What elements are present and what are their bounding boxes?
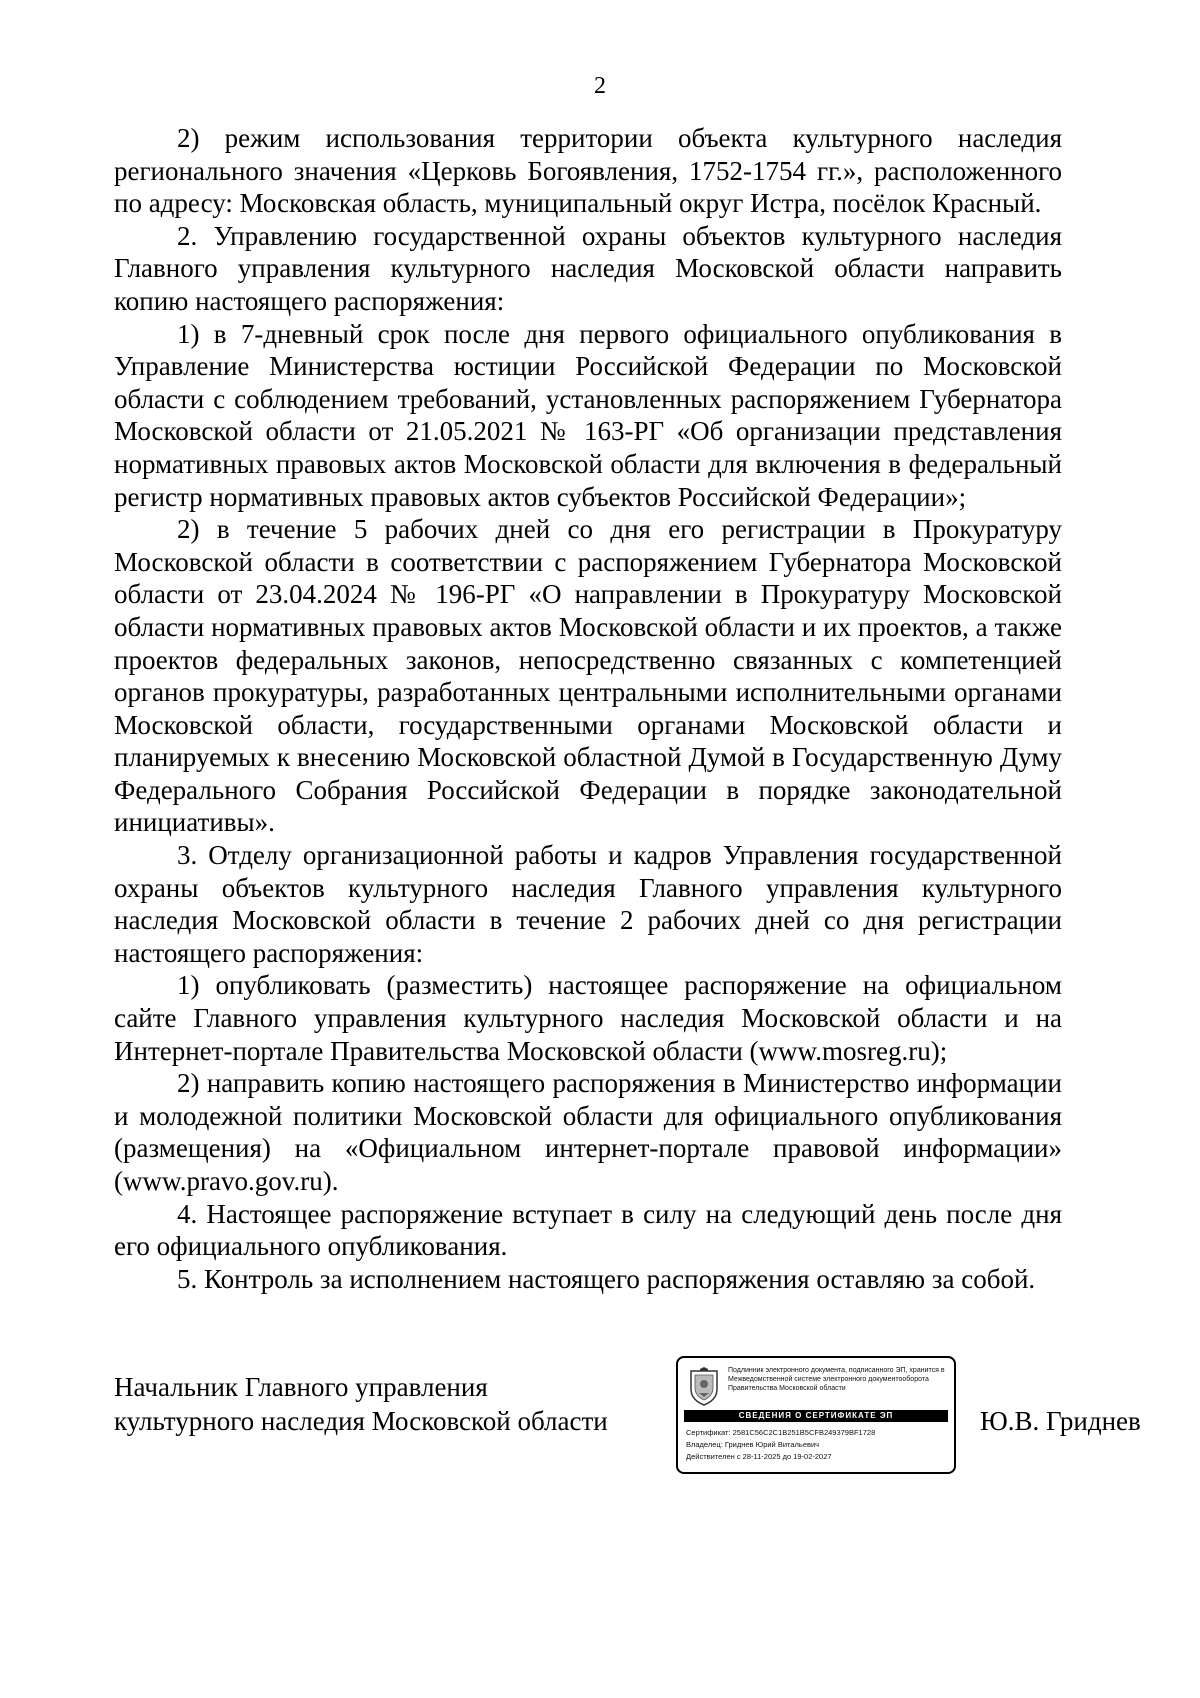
paragraph-territory-regime: 2) режим использования территории объекта культурного наследия регионального значения «Церковь Богоявления, 1752-1754 гг.», расположенного по адресу: Московская область, муниципальный округ Истра, посёлок Красный. xyxy=(114,123,1062,219)
paragraph-item-3-1: 1) опубликовать (разместить) настоящее распоряжение на официальном сайте Главного управления культурного наследия Московской области и на Интернет-портале Правительства Московской области (www.mosreg.ru); xyxy=(114,970,1062,1066)
electronic-signature-stamp xyxy=(676,1356,956,1474)
coat-of-arms-icon xyxy=(687,1367,721,1407)
signer-name: Ю.В. Гриднев xyxy=(980,1406,1141,1436)
stamp-owner: Владелец: Гриднев Юрий Витальевич xyxy=(686,1440,820,1449)
stamp-header: СВЕДЕНИЯ О СЕРТИФИКАТЕ ЭП xyxy=(684,1410,948,1422)
paragraph-item-4: 4. Настоящее распоряжение вступает в силу на следующий день после дня его официального опубликования. xyxy=(114,1198,1062,1262)
paragraph-item-5: 5. Контроль за исполнением настоящего распоряжения оставляю за собой. xyxy=(177,1263,1036,1294)
signatory-position xyxy=(114,1370,608,1438)
paragraph-item-2-2: 2) в течение 5 рабочих дней со дня его регистрации в Прокуратуру Московской области в соответствии с распоряжением Губернатора Московской области от 23.04.2024 № 196-РГ «О направлении в Прокуратуру Московской области нормативных правовых актов Московской области и их проектов, а также проектов федеральных законов, непосредственно связанных с компетенцией органов прокуратуры, разработанных центральными исполнительными органами Московской области, государственными органами Московской области и планируемых к внесению Московской областной Думой в Государственную Думу Федерального Собрания Российской Федерации в порядке законодательной инициативы». xyxy=(114,514,1062,838)
document-body xyxy=(114,122,1062,1295)
paragraph-item-3: 3. Отделу организационной работы и кадров Управления государственной охраны объектов культурного наследия Главного управления культурного наследия Московской области в течение 2 рабочих дней со дня регистрации настоящего распоряжения: xyxy=(114,840,1062,968)
page-number: 2 xyxy=(594,73,606,99)
stamp-validity: Действителен с 28-11-2025 до 19-02-2027 xyxy=(686,1452,832,1461)
paragraph-item-3-2: 2) направить копию настоящего распоряжения в Министерство информации и молодежной политики Московской области для официального опубликования (размещения) на «Официальном интернет-портале правовой информации» (www.pravo.gov.ru). xyxy=(114,1068,1062,1196)
paragraph-item-2-1: 1) в 7-дневный срок после дня первого официального опубликования в Управление Министерства юстиции Российской Федерации по Московской области с соблюдением требований, установленных распоряжением Губернатора Московской области от 21.05.2021 № 163-РГ «Об организации представления нормативных правовых актов Московской области для включения в федеральный регистр нормативных правовых актов субъектов Российской Федерации»; xyxy=(114,318,1062,512)
paragraph-item-2: 2. Управлению государственной охраны объектов культурного наследия Главного управления культурного наследия Московской области направить копию настоящего распоряжения: xyxy=(114,220,1062,316)
stamp-certificate: Сертификат: 2581C56C2C1B251B5CFB249379BF1728 xyxy=(686,1428,876,1437)
signatory-position-line2: культурного наследия Московской области xyxy=(114,1406,608,1436)
stamp-note: Подлинник электронного документа, подписанного ЭП, хранится в Межведомственной системе электронного документооборота Правительства Московской области xyxy=(728,1367,945,1392)
signatory-position-line1: Начальник Главного управления xyxy=(114,1372,488,1402)
